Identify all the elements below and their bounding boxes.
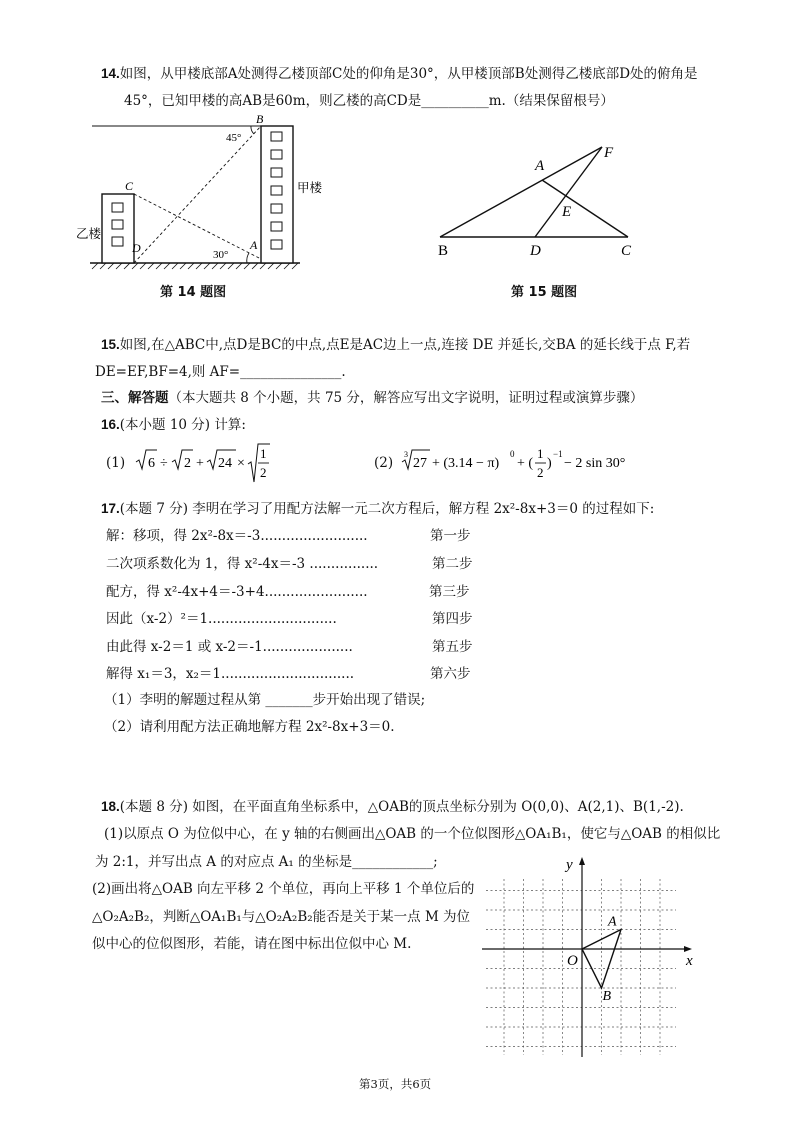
section-3-desc: （本大题共 8 个小题，共 75 分，解答应写出文字说明，证明过程或演算步骤） — [168, 390, 644, 406]
q14-text-2: 45°，已知甲楼的高AB是60m，则乙楼的高CD是__________m.（结果保留根号） — [124, 93, 614, 109]
sight-line-bd — [134, 126, 261, 263]
ground-hatching — [92, 263, 298, 269]
label-b: B — [602, 989, 612, 1004]
label-c: C — [621, 243, 632, 259]
q17-step-2 — [106, 552, 378, 572]
q16-header: (本小题 10 分) 计算: — [119, 417, 246, 433]
q17-step-3-label: 第三步 — [429, 584, 470, 600]
step-text: 由此得 x-2＝1 或 x-2＝-1..................... — [106, 639, 353, 655]
label-a: A — [250, 238, 258, 252]
q17-step-5 — [106, 635, 353, 655]
label-b: B — [438, 243, 449, 259]
q14-number: 14. — [101, 66, 120, 81]
q14-figure — [76, 112, 323, 272]
label-e: E — [562, 204, 572, 220]
p2-root-index: 3 — [404, 450, 408, 459]
q14-line1 — [101, 62, 698, 82]
q16-part1-label: (1) — [106, 455, 126, 471]
axis-label-y: y — [566, 857, 573, 873]
label-yi: 乙楼 — [76, 227, 102, 241]
p1-rad-3: 24 — [218, 456, 232, 471]
q16-part2-label: (2) — [374, 455, 394, 471]
q17-sub1: （1）李明的解题过程从第 _______步开始出现了错误; — [104, 692, 426, 708]
q15-line1 — [101, 333, 690, 353]
q17-header-line — [101, 497, 654, 517]
p1-op-1: ÷ — [160, 456, 168, 471]
p2-exp0: 0 — [510, 449, 515, 459]
label-b: B — [256, 112, 264, 126]
page-footer: 第3页，共6页 — [359, 1077, 432, 1091]
label-angle-30: 30° — [213, 249, 229, 261]
p1-op-3: × — [237, 456, 245, 471]
p2-frac-den: 2 — [537, 465, 544, 480]
q17-step-4-label: 第四步 — [432, 611, 473, 627]
q18-header-line — [101, 795, 684, 815]
q14-caption: 第 14 题图 — [160, 285, 227, 300]
p1-frac-den: 2 — [260, 465, 267, 480]
q16-number: 16. — [101, 417, 120, 432]
label-d: D — [132, 241, 141, 255]
p2-rad: 27 — [413, 456, 427, 471]
segment-df — [535, 147, 602, 237]
q18-coordinate-grid — [476, 855, 701, 1060]
q17-step-6 — [106, 662, 354, 682]
y-axis-arrow-icon — [579, 857, 585, 865]
segment-ac — [542, 180, 628, 237]
sight-line-ac — [134, 194, 261, 259]
q16-part1-expression — [136, 442, 276, 484]
q15-number: 15. — [101, 337, 120, 352]
q15-caption: 第 15 题图 — [511, 285, 578, 300]
angle-30-arc — [247, 253, 249, 263]
q17-step-5-label: 第五步 — [432, 639, 473, 655]
q15-text-1: 如图,在△ABC中,点D是BC的中点,点E是AC边上一点,连接 DE 并延长,交BA 的延长线于点 F,若 — [119, 337, 691, 353]
step-text: 配方，得 x²-4x+4＝-3+4........................ — [106, 584, 368, 600]
step-text: 解得 x₁＝3，x₂＝1............................... — [106, 666, 355, 682]
label-angle-45: 45° — [226, 132, 242, 144]
label-c: C — [125, 179, 134, 193]
q14-text-1: 如图，从甲楼底部A处测得乙楼顶部C处的仰角是30°，从甲楼顶部B处测得乙楼底部D处的俯角是 — [119, 66, 698, 82]
p2-expm1: −1 — [553, 449, 563, 459]
q17-step-2-label: 第二步 — [432, 556, 473, 572]
q17-step-3 — [106, 580, 368, 600]
axis-label-x: x — [686, 953, 693, 969]
label-f: F — [604, 145, 614, 161]
q18-number: 18. — [101, 799, 120, 814]
q18-line-2: 为 2:1，并写出点 A 的对应点 A₁ 的坐标是____________; — [95, 854, 438, 870]
x-axis-arrow-icon — [684, 946, 692, 952]
q17-step-6-label: 第六步 — [430, 666, 471, 682]
q17-header: (本题 7 分) 李明在学习了用配方法解一元二次方程后，解方程 2x²-8x+3＝0 的过程如下: — [119, 501, 655, 517]
q17-step-1-label: 第一步 — [430, 528, 471, 544]
step-text: 因此（x-2）²＝1.............................. — [106, 611, 337, 627]
label-a: A — [608, 914, 617, 930]
q17-step-4 — [106, 607, 337, 627]
p1-frac-num: 1 — [260, 446, 267, 461]
step-text: 二次项系数化为 1，得 x²-4x＝-3 ................ — [106, 556, 379, 572]
label-a: A — [535, 158, 545, 174]
q18-line-4: △O₂A₂B₂，判断△OA₁B₁与△O₂A₂B₂能否是关于某一点 M 为位 — [92, 909, 471, 925]
p2-tail: − 2 sin 30° — [564, 456, 626, 471]
section-3-title: 三、解答题 — [101, 390, 169, 406]
q17-step-1 — [106, 524, 368, 544]
p2-term1: + (3.14 − π) — [432, 456, 500, 471]
q18-header: (本题 8 分) 如图，在平面直角坐标系中，△OAB的顶点坐标分别为 O(0,0)、A(2,1)、B(1,-2). — [119, 799, 684, 815]
step-text: 解：移项，得 2x²-8x＝-3......................... — [106, 528, 368, 544]
q15-text-2: DE=EF,BF=4,则 AF=_______________. — [95, 364, 346, 380]
section-3-heading — [101, 386, 643, 406]
q15-figure — [432, 140, 642, 262]
q18-line-3: (2)画出将△OAB 向左平移 2 个单位，再向上平移 1 个单位后的 — [92, 881, 475, 897]
q18-line-1: (1)以原点 O 为位似中心，在 y 轴的右侧画出△OAB 的一个位似图形△OA₁B₁，使它与△OAB 的相似比 — [104, 826, 721, 842]
q17-sub2: （2）请利用配方法正确地解方程 2x²-8x+3＝0. — [104, 719, 395, 735]
label-jia: 甲楼 — [297, 181, 323, 195]
segment-bf — [440, 147, 602, 237]
q18-line-5: 似中心的位似图形，若能，请在图中标出位似中心 M. — [92, 936, 412, 952]
angle-45-arc — [251, 126, 254, 134]
label-d: D — [530, 243, 541, 259]
q17-number: 17. — [101, 501, 120, 516]
p1-op-2: + — [196, 456, 204, 471]
p1-rad-1: 6 — [148, 456, 155, 471]
label-o: O — [567, 953, 578, 969]
q16-part2-expression — [400, 442, 625, 484]
p2-frac-num: 1 — [537, 446, 544, 461]
grid-lines — [486, 879, 676, 1055]
p2-term2: + ( — [517, 456, 534, 471]
p1-rad-2: 2 — [184, 456, 191, 471]
q16-header-line — [101, 413, 246, 433]
p2-close: ) — [547, 456, 552, 471]
